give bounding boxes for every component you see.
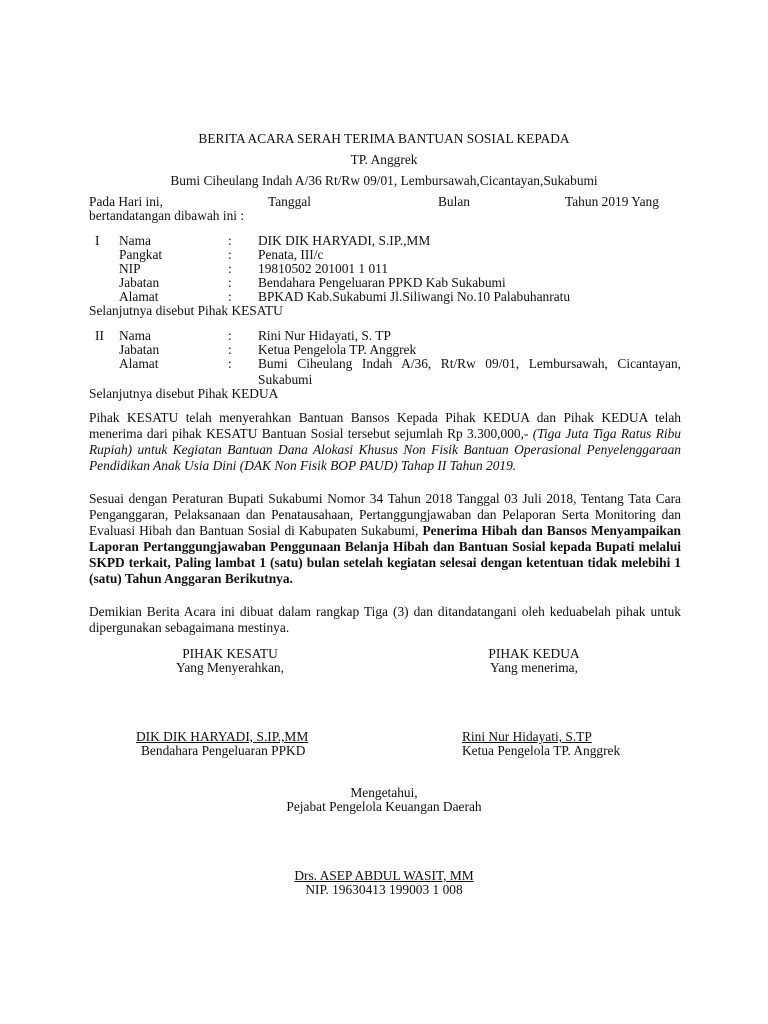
party1-numeral: I [95, 233, 100, 248]
party2-label: Nama [119, 328, 151, 343]
party1-sep: : [228, 247, 232, 262]
paragraph-closing: Demikian Berita Acara ini dibuat dalam rangkap Tiga (3) dan ditandatangani oleh keduabelah pihak untuk dipergunakan sebagaimana mestinya. [89, 604, 681, 635]
intro-bulan: Bulan [438, 194, 470, 209]
party1-value: BPKAD Kab.Sukabumi Jl.Siliwangi No.10 Palabuhanratu [258, 289, 571, 304]
party1-label: Nama [119, 233, 151, 248]
sig-right-heading: PIHAK KEDUA [488, 646, 580, 661]
party2-label: Jabatan [119, 342, 160, 357]
document-title-line2: TP. Anggrek [350, 152, 418, 167]
party1-label: Jabatan [119, 275, 160, 290]
party1-label: Pangkat [119, 247, 163, 262]
party2-value: Bumi Ciheulang Indah A/36, Rt/Rw 09/01, Lembursawah, Cicantayan, Sukabumi [258, 356, 681, 387]
party1-label: NIP [119, 261, 141, 276]
document-title-line1: BERITA ACARA SERAH TERIMA BANTUAN SOSIAL KEPADA [198, 131, 570, 146]
party1-value: Bendahara Pengeluaran PPKD Kab Sukabumi [258, 275, 506, 290]
party2-sep: : [228, 342, 232, 357]
party1-sep: : [228, 275, 232, 290]
party2-footer: Selanjutnya disebut Pihak KEDUA [89, 386, 279, 401]
sig-left-title: Bendahara Pengeluaran PPKD [141, 743, 306, 758]
paragraph-handover-text: Pihak KESATU telah menyerahkan Bantuan Bansos Kepada Pihak KEDUA dan Pihak KEDUA telah menerima dari pihak KESATU Bantuan Sosial tersebut sejumlah Rp 3.300,000,- [89, 410, 681, 441]
party2-value: Ketua Pengelola TP. Anggrek [258, 342, 417, 357]
sig-right-sub: Yang menerima, [490, 660, 578, 675]
party1-value: 19810502 201001 1 011 [258, 261, 389, 276]
sig-bottom-line1: Mengetahui, [350, 785, 418, 800]
paragraph-regulation-text: Sesuai dengan Peraturan Bupati Sukabumi Nomor 34 Tahun 2018 Tanggal 03 Juli 2018, Tentang Tata Cara Penganggaran, Pelaksanaan dan Penatausahaan, Pertanggungjawaban dan Pelaporan Serta Monitoring dan Evaluasi Hibah dan Bantuan Sosial di Kabupaten Sukabumi, [89, 491, 681, 538]
sig-left-sub: Yang Menyerahkan, [176, 660, 284, 675]
paragraph-regulation-bold: Penerima Hibah dan Bansos Menyampaikan Laporan Pertanggungjawaban Penggunaan Belanja Hibah dan Bantuan Sosial kepada Bupati melalui SKPD terkait, Paling lambat 1 (satu) bulan setelah kegiatan selesai dengan ketentuan tidak melebihi 1 (satu) Tahun Anggaran Berikutnya. [89, 523, 682, 586]
sig-bottom-line2: Pejabat Pengelola Keuangan Daerah [286, 799, 482, 814]
party1-value: Penata, III/c [258, 247, 324, 262]
sig-bottom-nip: NIP. 19630413 199003 1 008 [305, 882, 463, 897]
party1-sep: : [228, 289, 232, 304]
party2-value: Rini Nur Hidayati, S. TP [258, 328, 391, 343]
party1-label: Alamat [119, 289, 159, 304]
sig-bottom-name-text: Drs. ASEP ABDUL WASIT, MM [294, 868, 474, 883]
party1-value: DIK DIK HARYADI, S.IP.,MM [258, 233, 431, 248]
intro-tanggal: Tanggal [268, 194, 311, 209]
party1-sep: : [228, 233, 232, 248]
party2-sep: : [228, 328, 232, 343]
paragraph-handover-italic: (Tiga Juta Tiga Ratus Ribu Rupiah) untuk Kegiatan Bantuan Dana Alokasi Khusus Non Fisik Bantuan Operasional Penyelenggaraan Pendidikan Anak Usia Dini (DAK Non Fisik BOP PAUD) Tahap II Tahun 2019. [89, 426, 681, 473]
paragraph-handover [89, 410, 681, 474]
party2-sep: : [228, 356, 232, 371]
sig-right-title: Ketua Pengelola TP. Anggrek [462, 743, 621, 758]
intro-line2: bertandatangan dibawah ini : [89, 208, 245, 223]
paragraph-regulation [89, 491, 681, 587]
sig-left-heading: PIHAK KESATU [182, 646, 278, 661]
sig-left-name: DIK DIK HARYADI, S.IP.,MM [136, 729, 309, 744]
intro-tahun: Tahun 2019 Yang [565, 194, 659, 209]
party2-numeral: II [95, 328, 104, 343]
document-address-line: Bumi Ciheulang Indah A/36 Rt/Rw 09/01, Lembursawah,Cicantayan,Sukabumi [170, 173, 598, 188]
party1-footer: Selanjutnya disebut Pihak KESATU [89, 303, 283, 318]
party1-sep: : [228, 261, 232, 276]
intro-pada-hari: Pada Hari ini, [89, 194, 164, 209]
sig-right-name: Rini Nur Hidayati, S.TP [462, 729, 592, 744]
party2-label: Alamat [119, 356, 159, 371]
